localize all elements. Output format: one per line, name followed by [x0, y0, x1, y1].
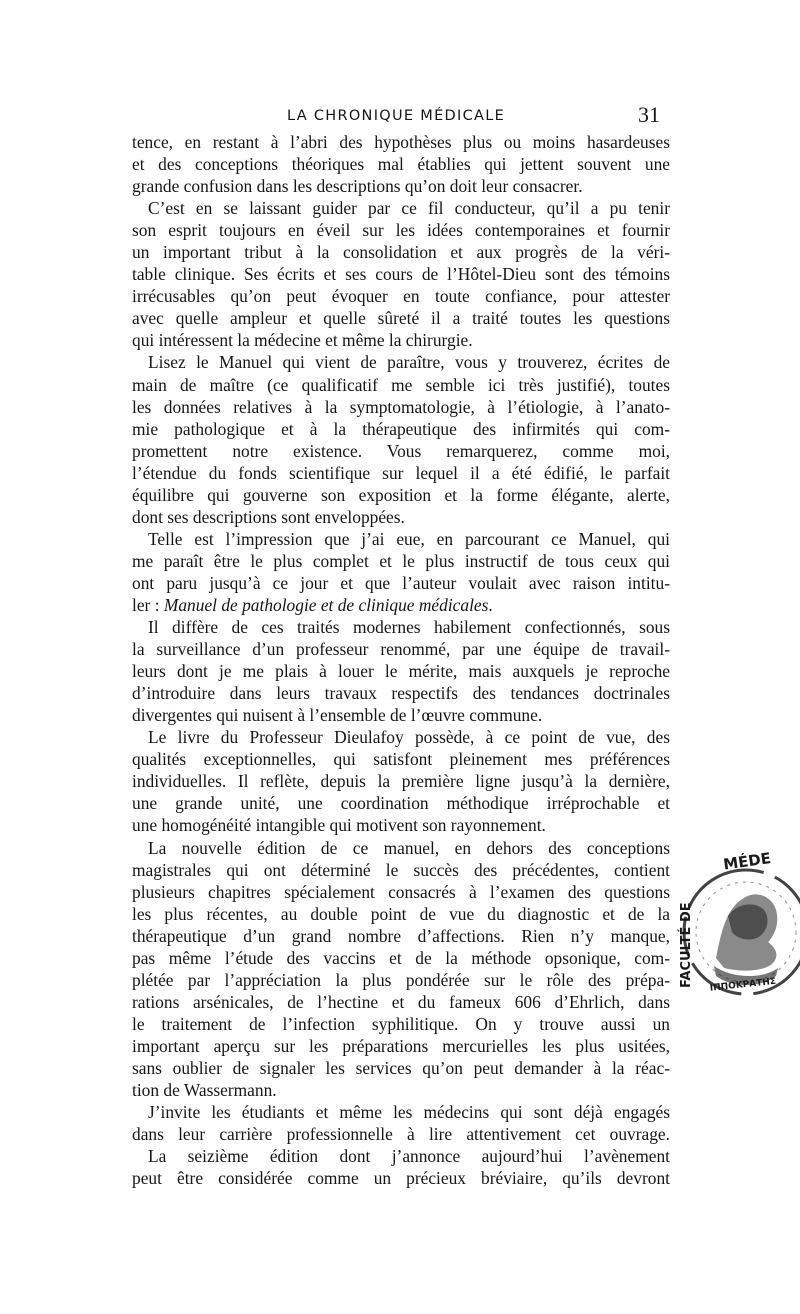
text-line: rations arsénicales, de l’hectine et du fameux 606 d’Ehrlich, dans	[132, 991, 670, 1012]
text-line: me paraît être le plus complet et le plus instructif de tous ceux qui	[132, 550, 670, 571]
text-fragment: ler :	[132, 594, 164, 615]
text-line: Telle est l’impression que j’ai eue, en parcourant ce Manuel, qui	[148, 528, 670, 549]
text-line: les données relatives à la symptomatologie, à l’étiologie, à l’anato-	[132, 396, 670, 417]
text-line: plusieurs chapitres spécialement consacrés à l’examen des questions	[132, 881, 670, 902]
text-line: mie pathologique et à la thérapeutique des infirmités qui com-	[132, 418, 670, 439]
text-line: Le livre du Professeur Dieulafoy possède, à ce point de vue, des	[148, 727, 670, 748]
text-line: C’est en se laissant guider par ce fil conducteur, qu’il a pu tenir	[148, 198, 670, 219]
stamp-bottom-text: ΙΠΠΟΚΡΑΤΗΣ	[709, 976, 777, 994]
running-head-title: LA CHRONIQUE MÉDICALE	[287, 108, 506, 124]
text-line: sans oublier de signaler les services qu’on peut demander à la réac-	[132, 1057, 670, 1078]
text-line: grande confusion dans les descriptions qu’on doit leur consacrer.	[132, 176, 583, 197]
text-line: J’invite les étudiants et même les médecins qui sont déjà engagés	[148, 1102, 670, 1123]
text-line: et des conceptions théoriques mal établies qui jettent souvent une	[132, 154, 670, 175]
text-line: équilibre qui gouverne son exposition et la forme élégante, alerte,	[132, 484, 670, 505]
text-line: tence, en restant à l’abri des hypothèses plus ou moins hasardeuses	[132, 132, 670, 152]
book-title: Manuel de pathologie et de clinique médicales	[163, 594, 489, 615]
stamp-side-text: FACULTÉ DE	[679, 902, 694, 988]
text-line: dont ses descriptions sont enveloppées.	[132, 506, 405, 527]
text-line: plétée par l’appréciation la plus pondérée sur le rôle des prépa-	[132, 969, 670, 990]
text-line: pas même l’étude des vaccins et de la méthode opsonique, com-	[132, 947, 670, 968]
text-line: la surveillance d’un professeur renommé, par une équipe de travail-	[132, 639, 670, 660]
text-line: ont paru jusqu’à ce jour et que l’auteur voulait avec raison intitu-	[132, 572, 670, 593]
text-line: une grande unité, une coordination méthodique irréprochable et	[132, 793, 670, 814]
text-line: qualités exceptionnelles, qui satisfont pleinement mes préférences	[132, 749, 670, 770]
body-text	[132, 131, 670, 1189]
text-line: dans leur carrière professionnelle à lire attentivement cet ouvrage.	[132, 1124, 670, 1145]
text-line: promettent notre existence. Vous remarquerez, comme moi,	[132, 440, 670, 461]
library-stamp-icon	[676, 838, 800, 1026]
text-line: La seizième édition dont j’annonce aujourd’hui l’avènement	[148, 1146, 670, 1167]
text-line: leurs dont je me plais à louer le mérite, mais auxquels je reproche	[132, 661, 670, 682]
text-line: magistrales qui ont déterminé le succès des précédentes, contient	[132, 859, 670, 880]
text-line: Il diffère de ces traités modernes habilement confectionnés, sous	[148, 617, 670, 638]
stamp-top-text: MÉDE	[722, 849, 773, 874]
text-line: thérapeutique d’un grand nombre d’affections. Rien n’y manque,	[132, 925, 670, 946]
text-line: individuelles. Il reflète, depuis la première ligne jusqu’à la dernière,	[132, 771, 670, 792]
text-line: La nouvelle édition de ce manuel, en dehors des conceptions	[148, 837, 670, 858]
text-fragment: .	[488, 594, 493, 615]
text-line: table clinique. Ses écrits et ses cours de l’Hôtel-Dieu sont des témoins	[132, 264, 670, 285]
text-line: main de maître (ce qualificatif me semble ici très justifié), toutes	[132, 374, 670, 395]
text-line: avec quelle ampleur et quelle sûreté il a traité toutes les questions	[132, 308, 670, 329]
page-number: 31	[638, 102, 660, 127]
text-line: une homogénéité intangible qui motivent son rayonnement.	[132, 815, 546, 836]
text-line: Lisez le Manuel qui vient de paraître, vous y trouverez, écrites de	[148, 352, 670, 373]
text-line: les plus récentes, au double point de vue du diagnostic et de la	[132, 903, 670, 924]
text-line: son esprit toujours en éveil sur les idées contemporaines et fournir	[132, 220, 670, 241]
text-line: d’introduire dans leurs travaux respectifs des tendances doctrinales	[132, 683, 670, 704]
text-line: irrécusables qu’on peut évoquer en toute confiance, pour attester	[132, 286, 670, 307]
text-line: divergentes qui nuisent à l’ensemble de l’œuvre commune.	[132, 705, 543, 726]
text-line: l’étendue du fonds scientifique sur lequel il a été édifié, le parfait	[132, 462, 670, 483]
running-head	[132, 104, 668, 128]
text-line: le traitement de l’infection syphilitique. On y trouve aussi un	[132, 1013, 670, 1034]
text-line	[132, 594, 670, 616]
text-line: peut être considérée comme un précieux bréviaire, qu’ils devront	[132, 1168, 670, 1189]
text-line: qui intéressent la médecine et même la chirurgie.	[132, 330, 473, 351]
text-line: tion de Wassermann.	[132, 1080, 277, 1101]
text-line: un important tribut à la consolidation et aux progrès de la véri-	[132, 242, 670, 263]
text-line: important aperçu sur les préparations mercurielles les plus usitées,	[132, 1035, 670, 1056]
